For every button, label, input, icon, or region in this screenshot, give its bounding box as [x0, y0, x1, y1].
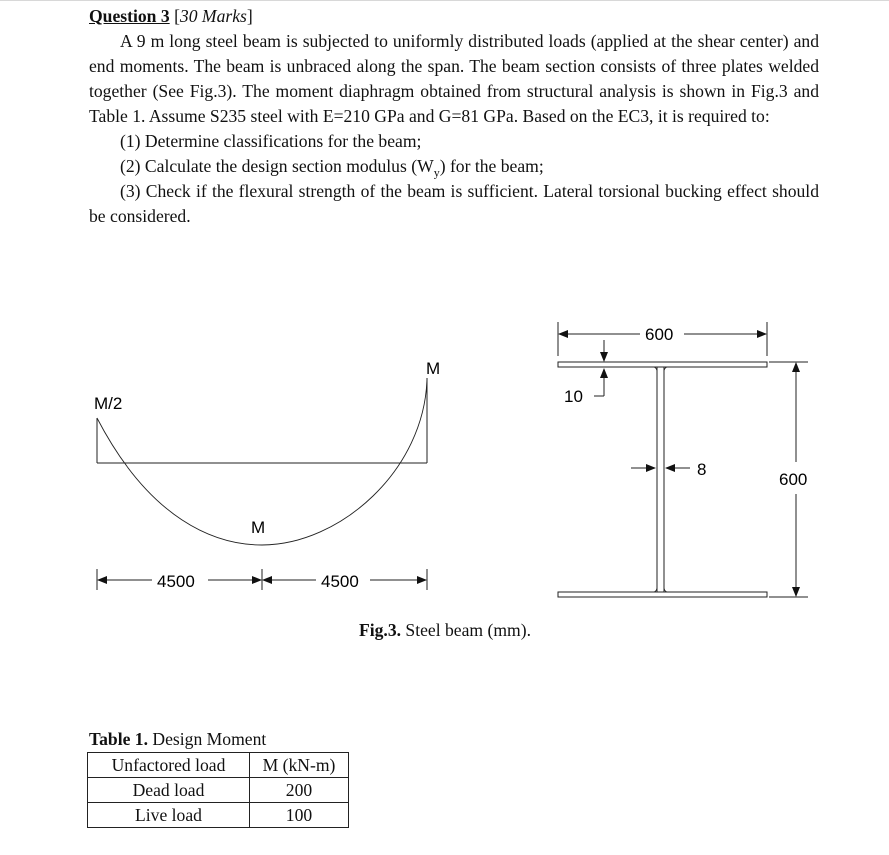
table-header-moment: M (kN-m): [250, 753, 349, 778]
bottom-flange: [558, 592, 767, 597]
i-section: [558, 322, 808, 597]
moment-label-midspan: M: [251, 518, 266, 537]
requirement-item-3: (3) Check if the flexural strength of the beam is sufficient. Lateral torsional bucking effect should be considered.: [89, 181, 819, 226]
table-row: [88, 778, 349, 803]
moment-diagram: [94, 359, 440, 591]
table-cell: Dead load: [88, 778, 250, 803]
span-label-2: 4500: [321, 572, 359, 591]
flange-width-label: 600: [645, 325, 674, 344]
requirement-item-1: (1) Determine classifications for the beam;: [120, 131, 422, 151]
top-flange: [558, 362, 767, 367]
table-cell: 100: [250, 803, 349, 828]
moment-label-right: M: [426, 359, 441, 378]
depth-label: 600: [779, 470, 808, 489]
table-cell: Live load: [88, 803, 250, 828]
question-heading: Question 3: [89, 6, 170, 26]
table-header-load: Unfactored load: [88, 753, 250, 778]
web: [657, 367, 664, 592]
flange-thickness-label: 10: [564, 387, 583, 406]
moment-label-left: M/2: [94, 394, 123, 413]
table-row: [88, 803, 349, 828]
table-header-row: [88, 753, 349, 778]
question-marks: [30 Marks]: [174, 6, 253, 26]
question-body: A 9 m long steel beam is subjected to uniformly distributed loads (applied at the shear center) and end moments. The beam is unbraced along the span. The beam section consists of three plates welded together (See Fig.3). The moment diaphragm obtained from structural analysis is shown in Fig.3 and Table 1. Assume S235 steel with E=210 GPa and G=81 GPa. Based on the EC3, it is required to:: [89, 31, 819, 126]
design-moment-table: [87, 752, 349, 828]
web-thickness-label: 8: [697, 460, 707, 479]
span-label-1: 4500: [157, 572, 195, 591]
figure-caption: Fig.3. Steel beam (mm).: [359, 620, 531, 640]
table-title: Table 1. Design Moment: [89, 729, 267, 749]
table-cell: 200: [250, 778, 349, 803]
requirement-item-2: (2) Calculate the design section modulus $(W_y)$ for the beam;: [120, 156, 544, 180]
